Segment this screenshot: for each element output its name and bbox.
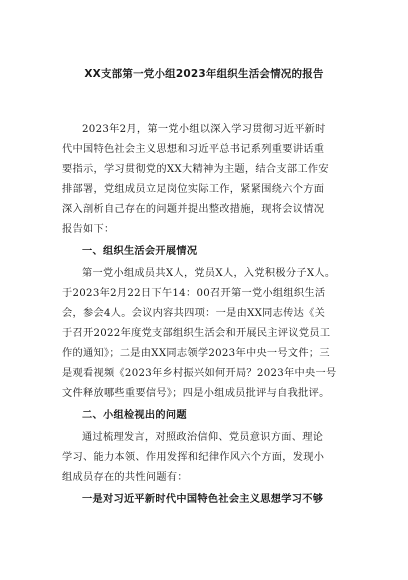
section1-line: 是观看视频《2023年乡村振兴如何开局？2023年中央一号 — [62, 368, 337, 379]
subheading: 一是对习近平新时代中国特色社会主义思想学习不够 — [82, 494, 324, 505]
section1-line: 于2023年2月22日下午14：00召开第一党小组组织生活 — [62, 288, 326, 299]
intro-line: 代中国特色社会主义思想和习近平总书记系列重要讲话重 — [62, 144, 325, 155]
section1-line: 于召开2022年度党支部组织生活会和开展民主评议党员工 — [62, 328, 331, 339]
intro-line: 2023年2月，第一党小组以深入学习贯彻习近平新时 — [82, 124, 326, 135]
section1-line: 作的通知》；二是由XX同志领学2023年中央一号文件；三 — [62, 348, 330, 359]
intro-line: 报告如下： — [62, 224, 115, 235]
intro-line: 深入剖析自己存在的问题并提出整改措施，现将会议情况 — [62, 204, 325, 215]
intro-line: 排部署，党组成员立足岗位实际工作，紧紧围绕六个方面 — [62, 184, 325, 195]
section2-line: 组成员存在的共性问题有： — [62, 472, 188, 483]
section-heading-1: 一、组织生活会开展情况 — [82, 246, 198, 257]
intro-line: 要指示，学习贯彻党的XX大精神为主题，结合支部工作安 — [62, 164, 329, 175]
section2-line: 通过梳理发言，对照政治信仰、党员意识方面、理论 — [82, 432, 324, 443]
section1-line: 第一党小组成员共X人，党员X人，入党积极分子X人。 — [82, 268, 336, 279]
section1-line: 文件释放哪些重要信号》；四是小组成员批评与自我批评。 — [62, 388, 330, 399]
section-heading-2: 二、小组检视出的问题 — [82, 410, 187, 421]
section2-line: 学习、能力本领、作用发挥和纪律作风六个方面，发现小 — [62, 452, 325, 463]
document-title: XX支部第一党小组2023年组织生活会情况的报告 — [84, 68, 324, 80]
section1-line: 会，参会4人。会议内容共四项：一是由XX同志传达《关 — [62, 308, 326, 319]
